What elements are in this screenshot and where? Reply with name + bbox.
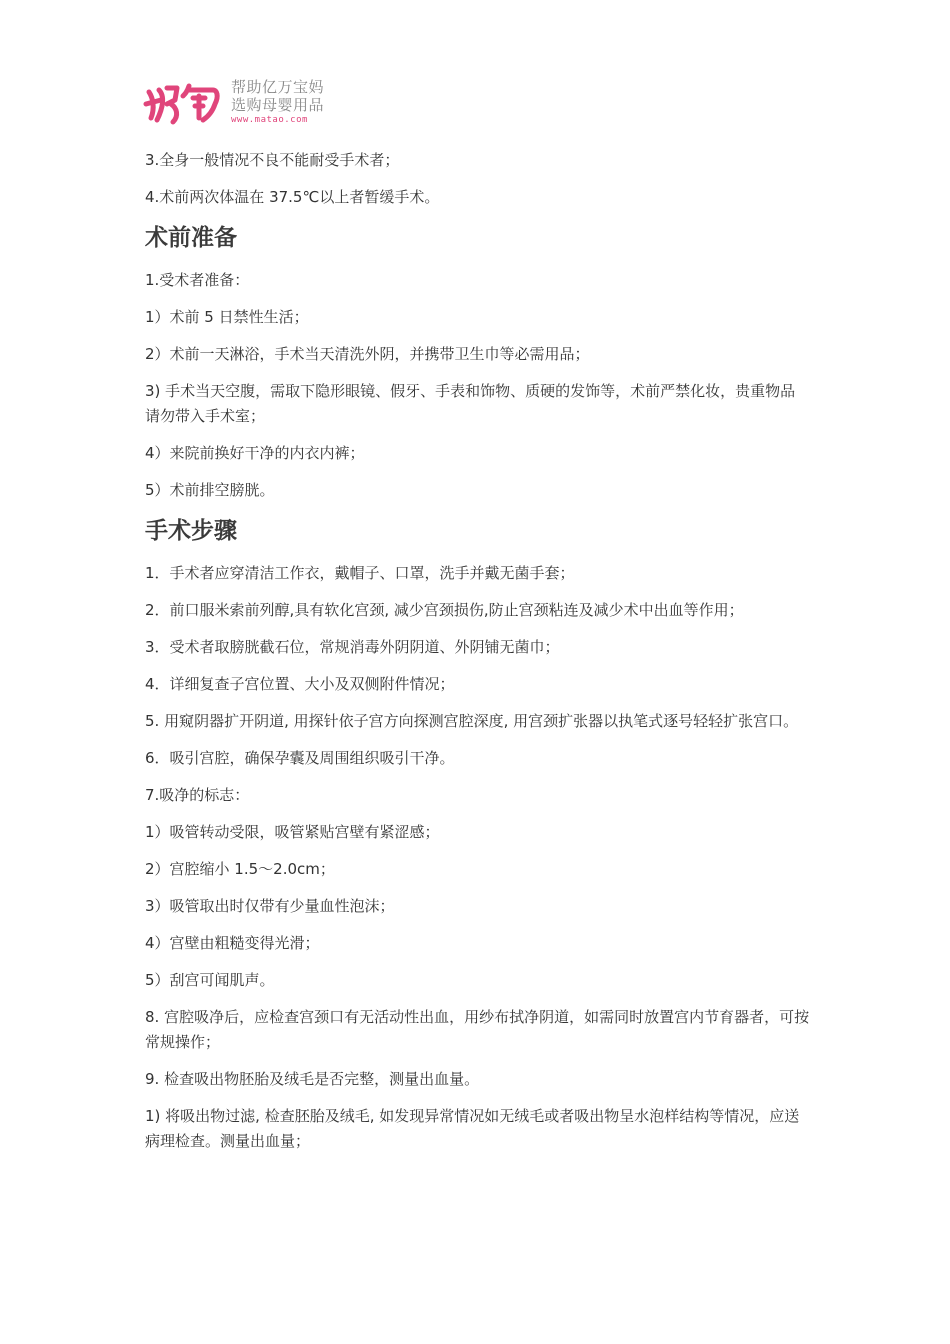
paragraph: 3．受术者取膀胱截石位，常规消毒外阴阴道、外阴铺无菌巾； <box>145 638 560 656</box>
paragraph: 5. 用窥阴器扩开阴道, 用探针依子宫方向探测宫腔深度, 用宫颈扩张器以执笔式逐号轻轻扩张宫口。 <box>145 712 799 730</box>
paragraph: 9. 检查吸出物胚胎及绒毛是否完整，测量出血量。 <box>145 1070 480 1088</box>
paragraph: 2．前口服米索前列醇,具有软化宫颈, 减少宫颈损伤,防止宫颈粘连及减少术中出血等作用； <box>145 601 744 619</box>
paragraph: 4．详细复查子宫位置、大小及双侧附件情况； <box>145 675 455 693</box>
logo-url: www.matao.com <box>231 115 308 125</box>
site-logo[interactable] <box>143 74 343 130</box>
paragraph: 2）宫腔缩小 1.5～2.0cm； <box>145 860 335 878</box>
paragraph: 7.吸净的标志： <box>145 786 250 804</box>
section-heading: 术前准备 <box>145 225 237 251</box>
paragraph: 1）吸管转动受限，吸管紧贴宫壁有紧涩感； <box>145 823 440 841</box>
paragraph: 4）宫壁由粗糙变得光滑； <box>145 934 320 952</box>
paragraph: 1）术前 5 日禁性生活； <box>145 308 309 326</box>
document-body <box>145 148 810 1166</box>
logo-text <box>231 78 324 126</box>
paragraph: 4.术前两次体温在 37.5℃以上者暂缓手术。 <box>145 188 440 206</box>
paragraph: 3) 手术当天空腹，需取下隐形眼镜、假牙、手表和饰物、质硬的发饰等，术前严禁化妆，贵重物品请勿带入手术室； <box>145 382 796 425</box>
paragraph: 4）来院前换好干净的内衣内裤； <box>145 444 365 462</box>
matao-logo-icon <box>143 78 227 126</box>
paragraph: 5）术前排空膀胱。 <box>145 481 275 499</box>
logo-tagline-2: 选购母婴用品 <box>231 96 325 114</box>
paragraph: 1．手术者应穿清洁工作衣，戴帽子、口罩，洗手并戴无菌手套； <box>145 564 575 582</box>
paragraph: 1.受术者准备： <box>145 271 250 289</box>
paragraph: 5）刮宫可闻肌声。 <box>145 971 275 989</box>
logo-tagline-1: 帮助亿万宝妈 <box>231 78 325 96</box>
paragraph: 3.全身一般情况不良不能耐受手术者； <box>145 151 400 169</box>
paragraph: 3）吸管取出时仅带有少量血性泡沫； <box>145 897 395 915</box>
paragraph: 8. 宫腔吸净后，应检查宫颈口有无活动性出血，用纱布拭净阴道，如需同时放置宫内节育器者，可按常规操作； <box>145 1008 810 1051</box>
paragraph: 2）术前一天淋浴，手术当天清洗外阴，并携带卫生巾等必需用品； <box>145 345 590 363</box>
paragraph: 6．吸引宫腔，确保孕囊及周围组织吸引干净。 <box>145 749 455 767</box>
paragraph: 1) 将吸出物过滤, 检查胚胎及绒毛, 如发现异常情况如无绒毛或者吸出物呈水泡样结构等情况，应送病理检查。测量出血量； <box>145 1107 800 1150</box>
section-heading: 手术步骤 <box>145 518 237 544</box>
